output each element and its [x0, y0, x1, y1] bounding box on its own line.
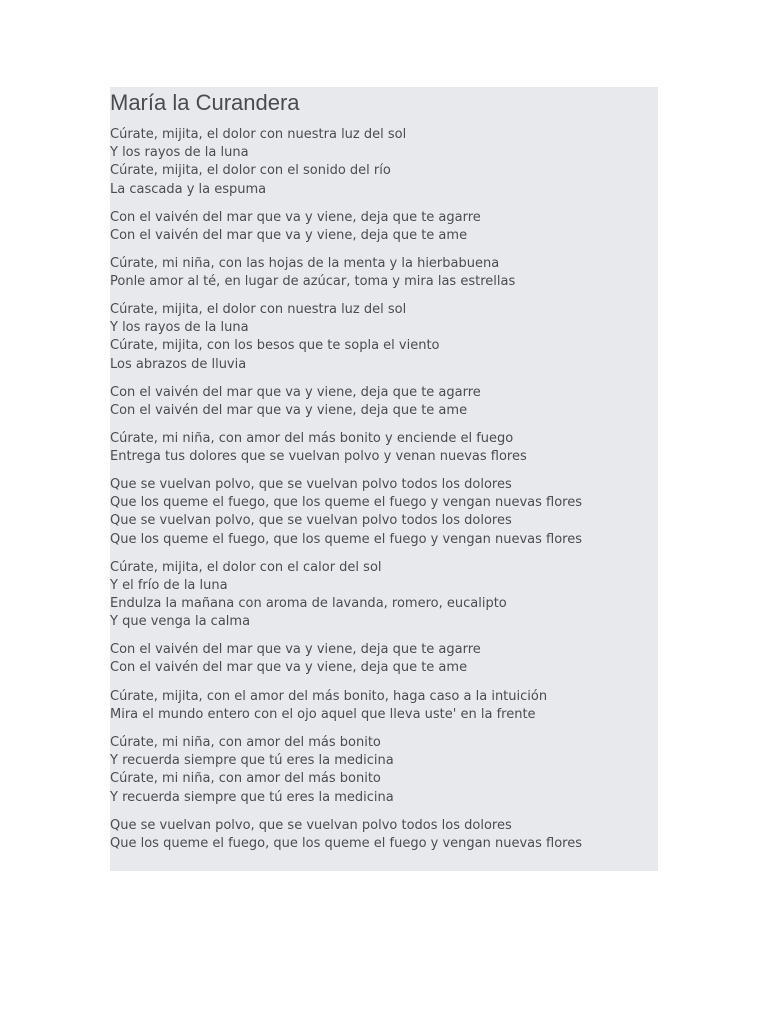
lyric-line: Cúrate, mijita, el dolor con nuestra luz del sol	[110, 127, 407, 142]
stanza	[110, 430, 527, 466]
lyric-line: Cúrate, mi niña, con amor del más bonito y enciende el fuego	[110, 430, 514, 446]
lyric-line: Cúrate, mi niña, con amor del más bonito	[110, 771, 381, 787]
lyric-line: Con el vaivén del mar que va y viene, deja que te ame	[110, 660, 468, 676]
lyric-line: Con el vaivén del mar que va y viene, deja que te agarre	[110, 642, 481, 657]
song-title: María la Curandera	[110, 90, 300, 115]
stanza	[110, 384, 481, 420]
lyric-line: La cascada y la espuma	[110, 181, 267, 197]
lyric-line: Y recuerda siempre que tú eres la medicina	[110, 753, 394, 769]
lyric-line: Cúrate, mijita, el dolor con el sonido del río	[110, 163, 391, 179]
lyric-line: Con el vaivén del mar que va y viene, deja que te agarre	[110, 384, 481, 400]
lyric-line: Que se vuelvan polvo, que se vuelvan polvo todos los dolores	[110, 477, 512, 492]
stanza	[110, 688, 547, 724]
lyric-line: Y el frío de la luna	[110, 577, 228, 593]
stanza	[110, 734, 394, 807]
lyric-line: Y los rayos de la luna	[110, 320, 249, 336]
lyric-line: Y que venga la calma	[110, 614, 251, 630]
stanza	[110, 209, 481, 245]
lyric-line: Ponle amor al té, en lugar de azúcar, toma y mira las estrellas	[110, 274, 516, 290]
lyric-line: Con el vaivén del mar que va y viene, deja que te ame	[110, 227, 468, 243]
lyric-line: Que los queme el fuego, que los queme el fuego y vengan nuevas flores	[110, 835, 583, 851]
lyric-line: Entrega tus dolores que se vuelvan polvo y venan nuevas flores	[110, 448, 527, 464]
lyric-line: Endulza la mañana con aroma de lavanda, romero, eucalipto	[110, 595, 507, 611]
lyric-line: Que se vuelvan polvo, que se vuelvan polvo todos los dolores	[110, 513, 512, 529]
lyric-line: Mira el mundo entero con el ojo aquel que lleva uste' en la frente	[110, 706, 536, 722]
stanza	[110, 641, 481, 677]
lyric-line: Los abrazos de lluvia	[110, 356, 247, 372]
lyric-line: Con el vaivén del mar que va y viene, deja que te agarre	[110, 209, 481, 225]
lyric-line: Que los queme el fuego, que los queme el fuego y vengan nuevas flores	[110, 531, 583, 547]
lyric-line: Cúrate, mi niña, con las hojas de la menta y la hierbabuena	[110, 256, 500, 271]
stanza	[110, 126, 406, 199]
stanza	[110, 559, 507, 632]
lyric-line: Cúrate, mijita, con el amor del más bonito, haga caso a la intuición	[110, 688, 548, 704]
lyric-line: Que se vuelvan polvo, que se vuelvan polvo todos los dolores	[110, 817, 512, 833]
lyric-line: Con el vaivén del mar que va y viene, deja que te ame	[110, 402, 468, 418]
lyric-line: Cúrate, mijita, con los besos que te sopla el viento	[110, 338, 440, 354]
stanza	[110, 476, 582, 549]
lyric-line: Que los queme el fuego, que los queme el fuego y vengan nuevas flores	[110, 495, 583, 511]
lyric-line: Cúrate, mijita, el dolor con nuestra luz del sol	[110, 302, 407, 317]
stanza	[110, 255, 515, 291]
stanza	[110, 301, 440, 374]
stanza	[110, 817, 582, 853]
lyric-line: Cúrate, mijita, el dolor con el calor del sol	[110, 559, 382, 575]
lyric-line: Y los rayos de la luna	[110, 145, 249, 161]
lyric-line: Y recuerda siempre que tú eres la medicina	[110, 789, 394, 805]
lyric-line: Cúrate, mi niña, con amor del más bonito	[110, 735, 381, 750]
